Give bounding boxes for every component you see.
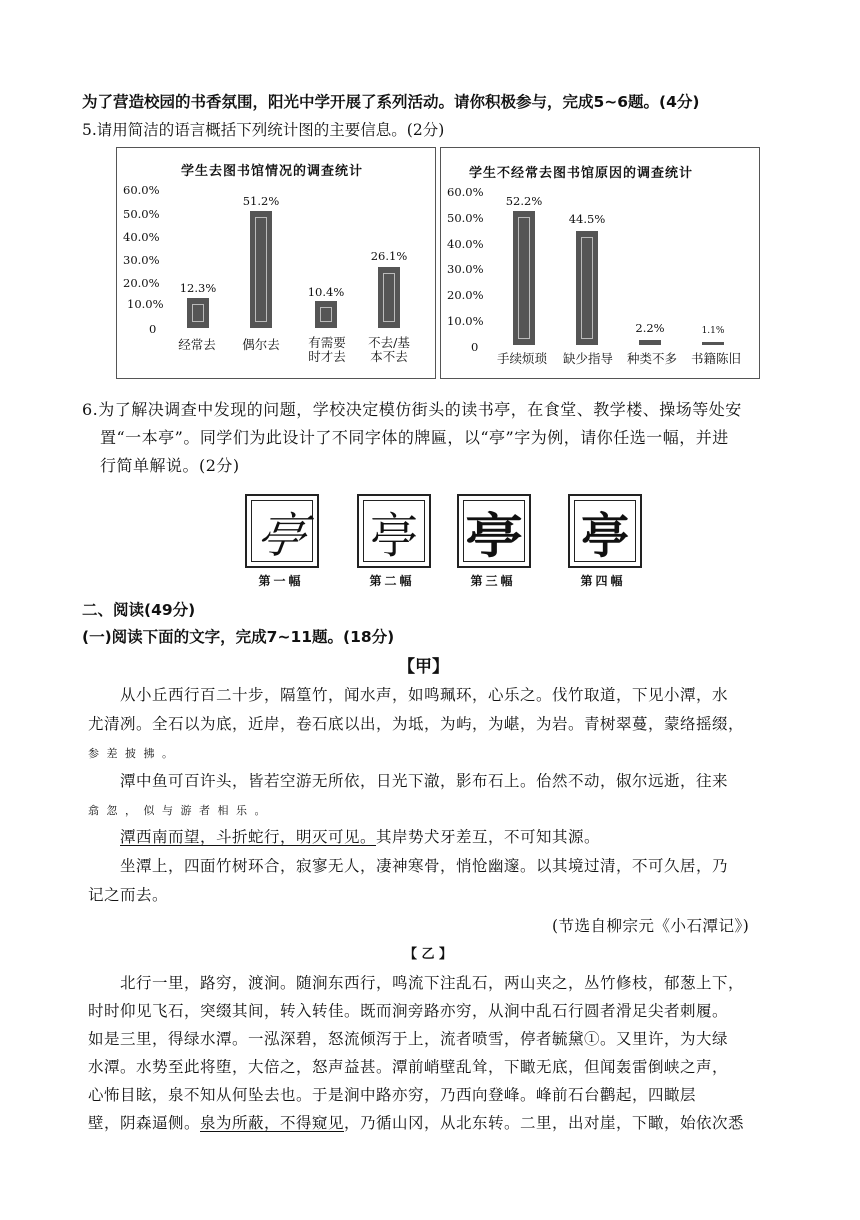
category-label: 经常去	[178, 337, 216, 352]
intro-text: 为了营造校园的书香氛围，阳光中学开展了系列活动。请你积极参与，完成5~6题。(4分)	[82, 93, 700, 111]
y-tick: 50.0%	[123, 207, 160, 221]
y-tick: 40.0%	[447, 237, 484, 251]
passage-jia-line: 坐潭上，四面竹树环合，寂寥无人，凄神寒骨，悄怆幽邃。以其境过清，不可久居，乃	[120, 857, 729, 875]
passage-jia-source: (节选自柳宗元《小石潭记》)	[552, 917, 750, 935]
bar-procedures	[513, 211, 535, 345]
bar-few-types	[639, 340, 661, 345]
question-6-line: 6.为了解决调查中发现的问题，学校决定模仿街头的读书亭，在食堂、教学楼、操场等处安	[82, 400, 742, 419]
chart-reasons	[440, 147, 760, 379]
value-label: 10.4%	[307, 285, 345, 299]
category-label: 偶尔去	[242, 337, 280, 352]
value-label: 51.2%	[242, 194, 280, 208]
chart-title: 学生不经常去图书馆原因的调查统计	[469, 166, 694, 181]
y-tick: 0	[149, 322, 157, 336]
bar-when-needed	[315, 301, 337, 328]
passage-yi-line: 北行一里，路穷，渡涧。随涧东西行，鸣流下注乱石，两山夹之，丛竹修枝，郁葱上下，	[120, 974, 745, 992]
y-tick: 10.0%	[447, 314, 484, 328]
value-label: 26.1%	[370, 249, 408, 263]
bar-no-guidance	[576, 231, 598, 345]
passage-yi-heading: 【 乙 】	[404, 947, 453, 962]
chart-title: 学生去图书馆情况的调查统计	[181, 164, 364, 179]
value-label: 52.2%	[505, 194, 543, 208]
question-5: 5.请用简洁的语言概括下列统计图的主要信息。(2分)	[82, 121, 445, 139]
tile-caption: 第一幅	[258, 574, 304, 588]
category-label: 本不去	[370, 349, 408, 364]
value-label: 2.2%	[635, 321, 665, 335]
category-label: 时才去	[308, 349, 346, 364]
calligraphy-tile-2	[357, 494, 431, 568]
y-tick: 40.0%	[123, 230, 160, 244]
calligraphy-tile-4	[568, 494, 642, 568]
sentence: ，乃循山冈，从北东转。二里，出对崖，下瞰，始依次悉	[344, 1114, 745, 1132]
bar-occasionally	[250, 211, 272, 328]
chart-library-visits	[116, 147, 436, 379]
passage-jia-line: 记之而去。	[88, 886, 169, 904]
bar-old-books	[702, 342, 724, 345]
category-label: 手续烦琐	[496, 351, 547, 366]
section-heading: 二、阅读(49分)	[82, 601, 196, 619]
y-tick: 60.0%	[123, 183, 160, 197]
tile-caption: 第三幅	[470, 574, 516, 588]
passage-jia-line: 从小丘西行百二十步，隔篁竹，闻水声，如鸣珮环，心乐之。伐竹取道，下见小潭，水	[120, 686, 729, 704]
passage-yi-line	[88, 1113, 788, 1133]
calligraphy-tile-1	[245, 494, 319, 568]
y-tick: 30.0%	[447, 262, 484, 276]
value-label: 12.3%	[179, 281, 217, 295]
y-tick: 60.0%	[447, 185, 484, 199]
ting-glyph: 亭	[253, 507, 310, 564]
category-label: 有需要	[308, 335, 346, 350]
y-tick: 50.0%	[447, 211, 484, 225]
y-tick: 20.0%	[123, 276, 160, 290]
sentence: 壁，阴森逼侧。	[88, 1114, 201, 1132]
ting-glyph: 亭	[465, 507, 523, 564]
bar-never	[378, 267, 400, 328]
passage-jia-line: 潭中鱼可百许头，皆若空游无所依，日光下澈，影布石上。佁然不动，俶尔远逝，往来	[120, 772, 729, 790]
y-tick: 30.0%	[123, 253, 160, 267]
passage-jia-line	[120, 827, 820, 847]
passage-yi-line: 时时仰见飞石，突缀其间，转入转佳。既而涧旁路亦穷，从涧中乱石行圆者滑足尖者刺履。	[88, 1002, 729, 1020]
passage-yi-line: 如是三里，得绿水潭。一泓深碧，怒流倾泻于上，流者喷雪，停者毓黛①。又里许，为大绿	[88, 1030, 729, 1048]
ting-glyph: 亭	[369, 509, 418, 563]
ting-glyph: 亭	[580, 507, 629, 564]
y-tick: 0	[471, 340, 479, 354]
tile-caption: 第二幅	[369, 574, 415, 588]
passage-jia-heading: 【甲】	[398, 657, 449, 677]
question-6-line: 行简单解说。(2分)	[100, 456, 240, 475]
question-6-line: 置“一本亭”。同学们为此设计了不同字体的牌匾，以“亭”字为例，请你任选一幅，并进	[100, 428, 729, 447]
category-label: 书籍陈旧	[690, 351, 741, 366]
passage-jia-line: 翕 忽 ， 似 与 游 者 相 乐 。	[88, 804, 268, 817]
passage-jia-line: 尤清冽。全石以为底，近岸，卷石底以出，为坻，为屿，为嵁，为岩。青树翠蔓，蒙络摇缀，	[88, 715, 745, 733]
underlined-sentence: 泉为所蔽，不得窥见	[200, 1114, 345, 1132]
y-tick: 10.0%	[127, 297, 164, 311]
category-label: 种类不多	[626, 351, 677, 366]
y-tick: 20.0%	[447, 288, 484, 302]
value-label: 1.1%	[701, 326, 725, 336]
value-label: 44.5%	[568, 212, 606, 226]
category-label: 缺少指导	[562, 351, 613, 366]
underlined-sentence: 潭西南而望，斗折蛇行，明灭可见。	[120, 828, 377, 846]
tile-caption: 第四幅	[580, 574, 626, 588]
category-label: 不去/基	[368, 335, 410, 350]
bar-often	[187, 298, 209, 328]
calligraphy-tile-3	[457, 494, 531, 568]
passage-yi-line: 水潭。水势至此将堕，大倍之，怒声益甚。潭前峭壁乱耸，下瞰无底，但闻轰雷倒峡之声，	[88, 1058, 729, 1076]
passage-jia-line: 参 差 披 拂 。	[88, 747, 175, 760]
sentence: 其岸势犬牙差互，不可知其源。	[376, 828, 601, 846]
passage-yi-line: 心怖目眩，泉不知从何坠去也。于是涧中路亦穷，乃西向登峰。峰前石台鹳起，四瞰层	[88, 1086, 697, 1104]
subsection-heading: (一)阅读下面的文字，完成7~11题。(18分)	[82, 628, 395, 646]
